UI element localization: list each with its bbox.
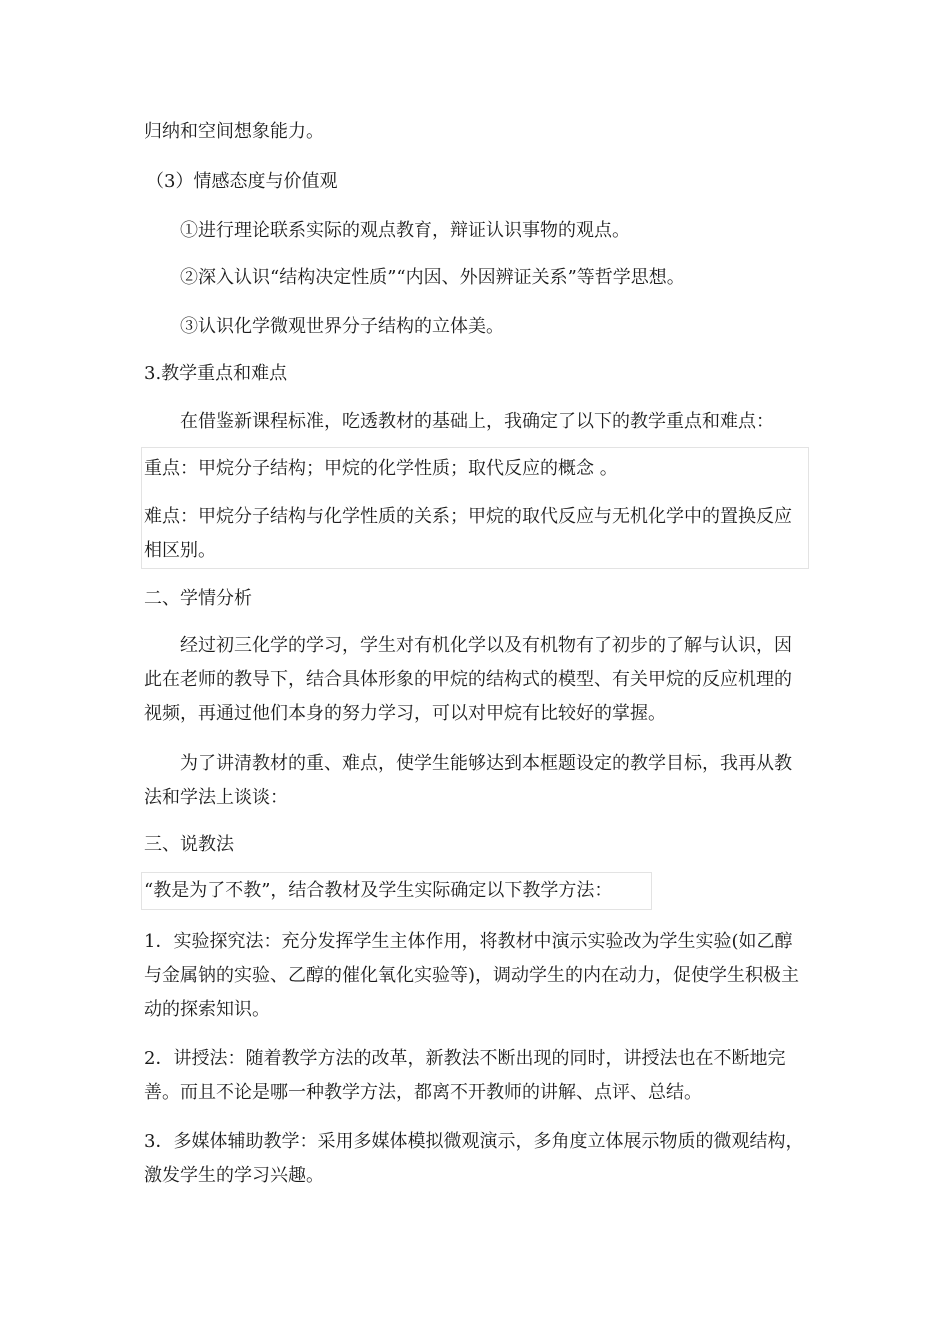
list-item-3: ③认识化学微观世界分子结构的立体美。 <box>180 316 504 337</box>
section-heading-teaching-methods: 三、说教法 <box>144 834 234 855</box>
paragraph-student-analysis: 经过初三化学的学习，学生对有机化学以及有机物有了初步的了解与认识，因此在老师的教导下，结合具体形象的甲烷的结构式的模型、有关甲烷的反应机理的视频，再通过他们本身的努力学习，可以对甲烷有比较好的掌握。 <box>144 635 792 724</box>
key-point-text: 重点：甲烷分子结构；甲烷的化学性质；取代反应的概念 。 <box>144 458 618 479</box>
teaching-motto-text: “教是为了不教”，结合教材及学生实际确定以下教学方法： <box>144 880 613 901</box>
difficult-point-text: 难点：甲烷分子结构与化学性质的关系；甲烷的取代反应与无机化学中的置换反应相区别。 <box>144 506 792 561</box>
list-item-2: ②深入认识“结构决定性质”“内因、外因辨证关系”等哲学思想。 <box>180 267 685 288</box>
section-heading-student-analysis: 二、学情分析 <box>144 588 252 609</box>
section-heading-emotion: （3）情感态度与价值观 <box>146 171 338 192</box>
list-item-1: ①进行理论联系实际的观点教育，辩证认识事物的观点。 <box>180 220 630 241</box>
paragraph-continuation: 归纳和空间想象能力。 <box>144 121 324 142</box>
method-item-3: 3．多媒体辅助教学：采用多媒体模拟微观演示，多角度立体展示物质的微观结构，激发学生的学习兴趣。 <box>144 1131 804 1186</box>
method-item-1: 1．实验探究法：充分发挥学生主体作用，将教材中演示实验改为学生实验(如乙醇与金属钠的实验、乙醇的催化氧化实验等)，调动学生的内在动力，促使学生积极主动的探索知识。 <box>144 931 800 1020</box>
section-heading-key-points: 3.教学重点和难点 <box>144 363 288 384</box>
method-item-2: 2．讲授法：随着教学方法的改革，新教法不断出现的同时，讲授法也在不断地完善。而且不论是哪一种教学方法，都离不开教师的讲解、点评、总结。 <box>144 1048 786 1103</box>
paragraph-key-points-intro: 在借鉴新课程标准，吃透教材的基础上，我确定了以下的教学重点和难点： <box>180 411 774 432</box>
paragraph-transition: 为了讲清教材的重、难点，使学生能够达到本框题设定的教学目标，我再从教法和学法上谈谈： <box>144 753 792 808</box>
